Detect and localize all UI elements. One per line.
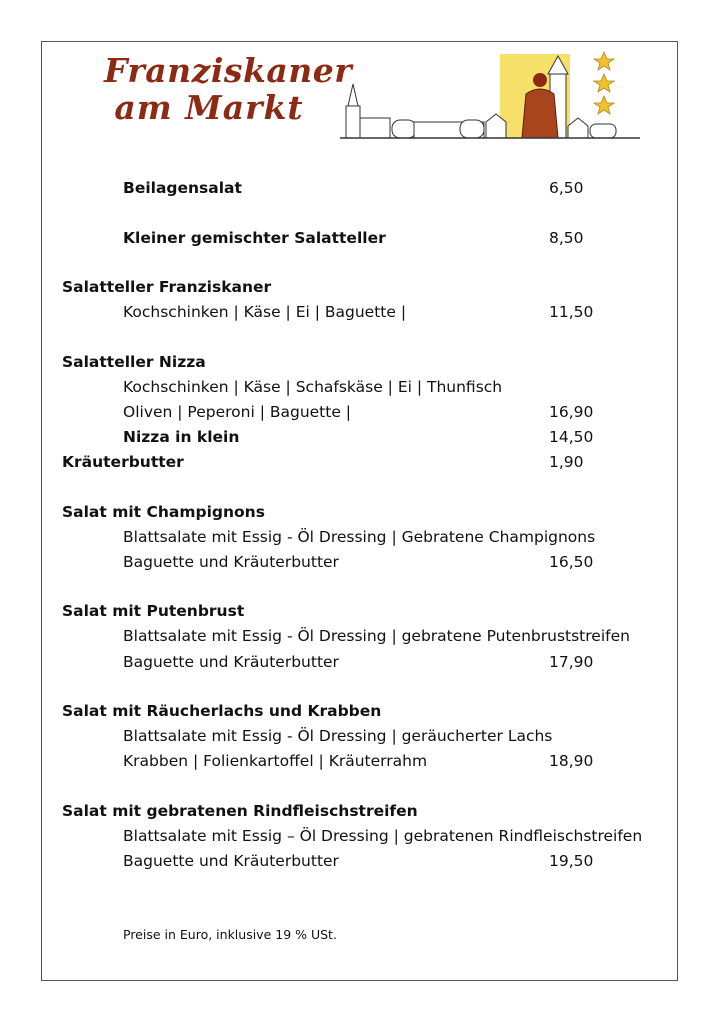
desc-nizza-2: Oliven | Peperoni | Baguette | bbox=[123, 403, 352, 421]
desc-franziskaner: Kochschinken | Käse | Ei | Baguette | bbox=[123, 303, 407, 321]
desc-nizza-1: Kochschinken | Käse | Schafskäse | Ei | Thunfisch bbox=[123, 378, 503, 396]
church-spire bbox=[348, 84, 358, 106]
desc-lachs-2: Krabben | Folienkartoffel | Kräuterrahm bbox=[123, 752, 428, 770]
item-beilagensalat: Beilagensalat bbox=[123, 179, 242, 197]
item-nizza-klein: Nizza in klein bbox=[123, 428, 240, 446]
desc-champignons-2: Baguette und Kräuterbutter bbox=[123, 553, 339, 571]
price-champignons: 16,50 bbox=[549, 553, 594, 571]
church-nave bbox=[360, 118, 390, 138]
item-salat-rindfleisch: Salat mit gebratenen Rindfleischstreifen bbox=[62, 802, 418, 820]
item-salat-raeucherlachs: Salat mit Räucherlachs und Krabben bbox=[62, 702, 382, 720]
logo-text bbox=[104, 51, 353, 127]
price-putenbrust: 17,90 bbox=[549, 653, 594, 671]
desc-champignons-1: Blattsalate mit Essig - Öl Dressing | Gebratene Champignons bbox=[123, 528, 596, 546]
price-note: Preise in Euro, inklusive 19 % USt. bbox=[123, 927, 337, 942]
item-salatteller-nizza: Salatteller Nizza bbox=[62, 353, 206, 371]
barrel bbox=[392, 120, 416, 138]
town-skyline-logo bbox=[340, 46, 658, 146]
item-kraeuterbutter: Kräuterbutter bbox=[62, 453, 184, 471]
item-salat-putenbrust: Salat mit Putenbrust bbox=[62, 602, 245, 620]
price-beilagensalat: 6,50 bbox=[549, 179, 584, 197]
barrel bbox=[590, 124, 616, 138]
price-kleiner-salatteller: 8,50 bbox=[549, 229, 584, 247]
price-nizza-klein: 14,50 bbox=[549, 428, 594, 446]
star-icon bbox=[594, 96, 614, 114]
barrel bbox=[460, 120, 484, 138]
star-icon bbox=[594, 74, 614, 92]
desc-rind-2: Baguette und Kräuterbutter bbox=[123, 852, 339, 870]
house bbox=[568, 118, 588, 138]
price-franziskaner: 11,50 bbox=[549, 303, 594, 321]
price-rind: 19,50 bbox=[549, 852, 594, 870]
monk-figure bbox=[522, 89, 558, 138]
desc-lachs-1: Blattsalate mit Essig - Öl Dressing | geräucherter Lachs bbox=[123, 727, 553, 745]
desc-putenbrust-2: Baguette und Kräuterbutter bbox=[123, 653, 339, 671]
item-kleiner-salatteller: Kleiner gemischter Salatteller bbox=[123, 229, 386, 247]
desc-rind-1: Blattsalate mit Essig – Öl Dressing | gebratenen Rindfleischstreifen bbox=[123, 827, 643, 845]
church-tower bbox=[346, 106, 360, 138]
logo-line-2: am Markt bbox=[114, 88, 304, 127]
price-kraeuterbutter: 1,90 bbox=[549, 453, 584, 471]
star-icon bbox=[594, 52, 614, 70]
price-lachs: 18,90 bbox=[549, 752, 594, 770]
monk-head bbox=[533, 73, 547, 87]
item-salatteller-franziskaner: Salatteller Franziskaner bbox=[62, 278, 272, 296]
item-salat-champignons: Salat mit Champignons bbox=[62, 503, 265, 521]
price-nizza: 16,90 bbox=[549, 403, 594, 421]
logo-line-1: Franziskaner bbox=[104, 51, 353, 90]
desc-putenbrust-1: Blattsalate mit Essig - Öl Dressing | gebratene Putenbruststreifen bbox=[123, 627, 630, 645]
